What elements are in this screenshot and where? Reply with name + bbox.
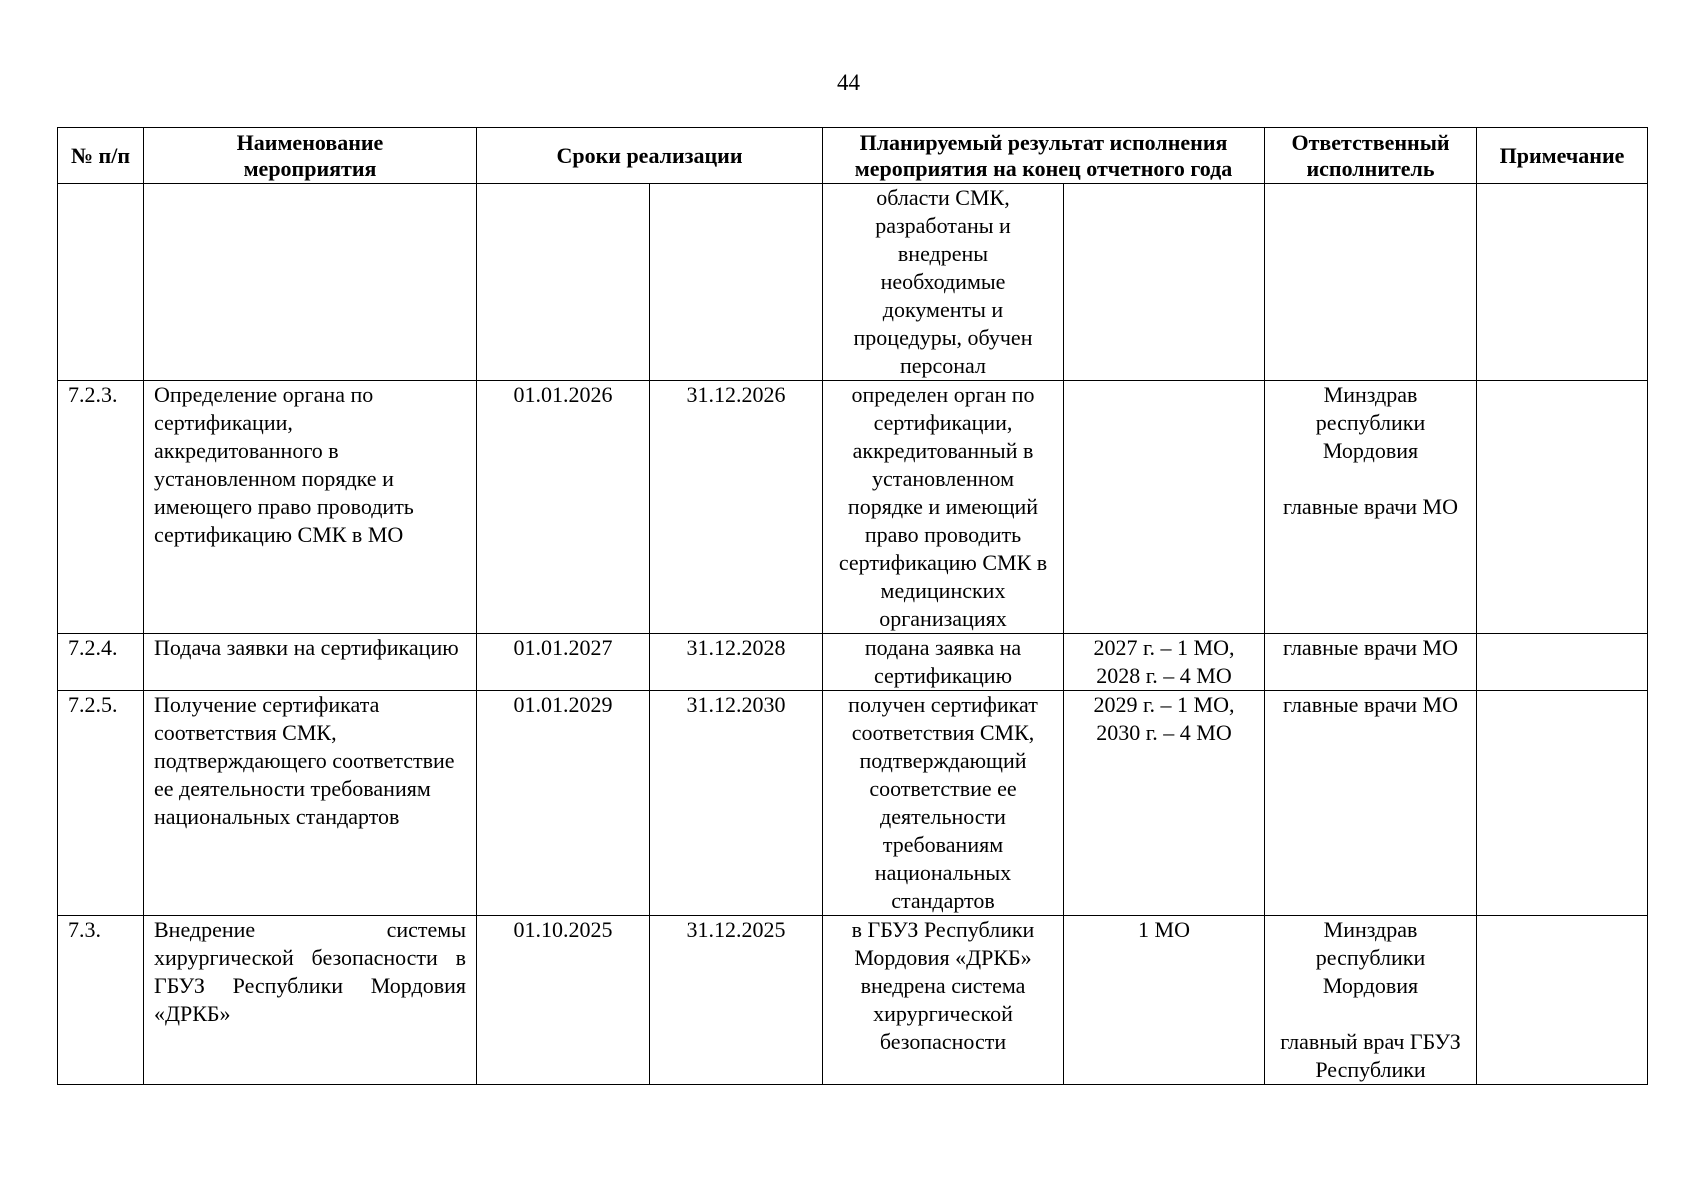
header-note: Примечание xyxy=(1477,128,1648,184)
cell-result: подана заявка на сертификацию xyxy=(823,634,1064,691)
cell-start: 01.01.2027 xyxy=(477,634,650,691)
spacer xyxy=(1275,465,1466,493)
cell-start: 01.01.2029 xyxy=(477,691,650,916)
cell-name: Получение сертификата соответствия СМК, подтверждающего соответствие ее деятельности требованиям национальных стандартов xyxy=(144,691,477,916)
responsible-line: главные врачи МО xyxy=(1283,635,1458,660)
table-row xyxy=(58,184,1648,381)
cell-value: 1 МО xyxy=(1064,916,1265,1085)
header-result: Планируемый результат исполнения мероприятия на конец отчетного года xyxy=(823,128,1265,184)
cell-result: области СМК, разработаны и внедрены необходимые документы и процедуры, обучен персонал xyxy=(823,184,1064,381)
cell-end: 31.12.2028 xyxy=(650,634,823,691)
responsible-line: Минздрав республики Мордовия xyxy=(1315,382,1426,463)
responsible-line: главный врач ГБУЗ Республики xyxy=(1280,1029,1461,1082)
cell-result: в ГБУЗ Республики Мордовия «ДРКБ» внедрена система хирургической безопасности xyxy=(823,916,1064,1085)
cell-value: 2027 г. – 1 МО, 2028 г. – 4 МО xyxy=(1064,634,1265,691)
table-row xyxy=(58,381,1648,634)
responsible-line: главные врачи МО xyxy=(1283,692,1458,717)
cell-num: 7.2.3. xyxy=(58,381,144,634)
cell-responsible xyxy=(1265,691,1477,916)
cell-responsible xyxy=(1265,634,1477,691)
cell-note xyxy=(1477,184,1648,381)
responsible-line: главные врачи МО xyxy=(1283,494,1458,519)
cell-num: 7.2.5. xyxy=(58,691,144,916)
cell-responsible xyxy=(1265,184,1477,381)
cell-start: 01.01.2026 xyxy=(477,381,650,634)
cell-name: Внедрение системы хирургической безопасности в ГБУЗ Республики Мордовия «ДРКБ» xyxy=(144,916,477,1085)
cell-value: 2029 г. – 1 МО, 2030 г. – 4 МО xyxy=(1064,691,1265,916)
table-row xyxy=(58,634,1648,691)
header-num: № п/п xyxy=(58,128,144,184)
cell-note xyxy=(1477,634,1648,691)
cell-name xyxy=(144,184,477,381)
cell-name: Определение органа по сертификации, аккредитованного в установленном порядке и имеющего право проводить сертификацию СМК в МО xyxy=(144,381,477,634)
cell-note xyxy=(1477,916,1648,1085)
table-row xyxy=(58,916,1648,1085)
cell-result: получен сертификат соответствия СМК, подтверждающий соответствие ее деятельности требованиям национальных стандартов xyxy=(823,691,1064,916)
spacer xyxy=(1275,1000,1466,1028)
cell-value xyxy=(1064,381,1265,634)
cell-end xyxy=(650,184,823,381)
cell-responsible xyxy=(1265,916,1477,1085)
header-name: Наименование мероприятия xyxy=(144,128,477,184)
cell-value xyxy=(1064,184,1265,381)
table-header-row xyxy=(58,128,1648,184)
cell-name: Подача заявки на сертификацию xyxy=(144,634,477,691)
cell-note xyxy=(1477,381,1648,634)
cell-num xyxy=(58,184,144,381)
cell-num: 7.2.4. xyxy=(58,634,144,691)
header-responsible: Ответственный исполнитель xyxy=(1265,128,1477,184)
cell-end: 31.12.2026 xyxy=(650,381,823,634)
cell-end: 31.12.2030 xyxy=(650,691,823,916)
cell-note xyxy=(1477,691,1648,916)
cell-start: 01.10.2025 xyxy=(477,916,650,1085)
cell-num: 7.3. xyxy=(58,916,144,1085)
responsible-line: Минздрав республики Мордовия xyxy=(1315,917,1426,998)
header-period: Сроки реализации xyxy=(477,128,823,184)
cell-end: 31.12.2025 xyxy=(650,916,823,1085)
table-row xyxy=(58,691,1648,916)
page-number: 44 xyxy=(837,70,860,95)
cell-start xyxy=(477,184,650,381)
cell-result: определен орган по сертификации, аккредитованный в установленном порядке и имеющий право проводить сертификацию СМК в медицинских организациях xyxy=(823,381,1064,634)
cell-responsible xyxy=(1265,381,1477,634)
measures-table xyxy=(57,127,1648,1085)
